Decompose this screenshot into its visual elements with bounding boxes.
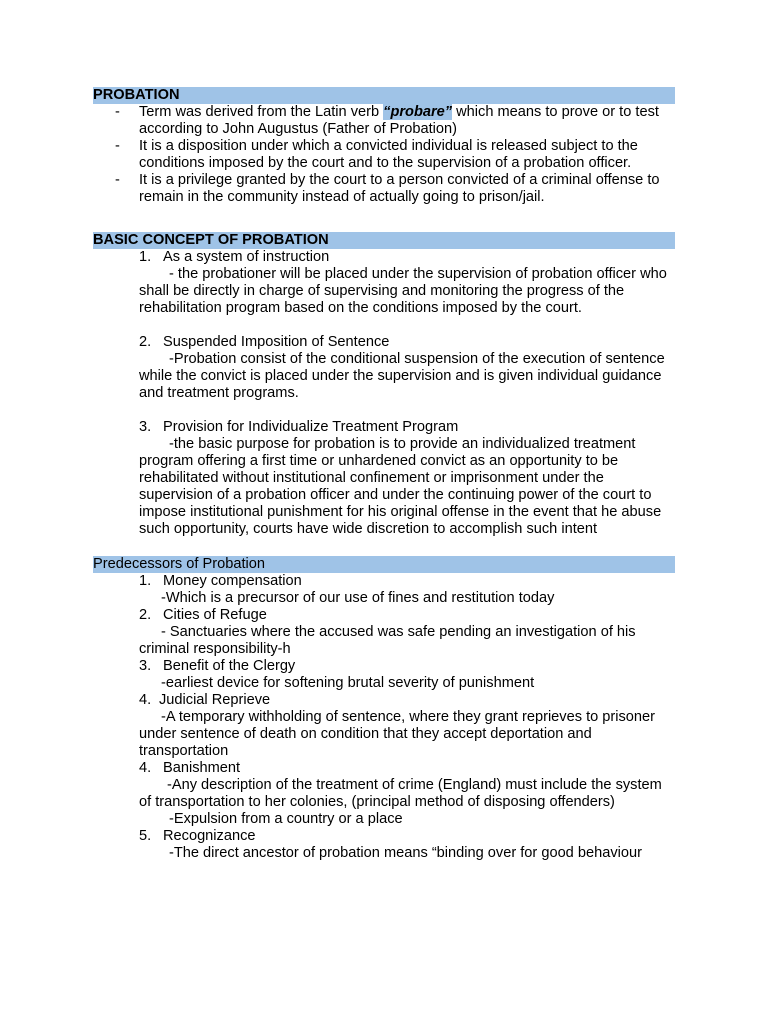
item-title: Banishment: [163, 760, 241, 776]
item-title: Suspended Imposition of Sentence: [163, 334, 390, 350]
spacer: [93, 206, 675, 232]
numbered-item-title: [93, 334, 675, 351]
item-description: -The direct ancestor of probation means “binding over for good behaviour: [169, 845, 642, 861]
numbered-item-title: [93, 249, 675, 266]
bullet-text: It is a privilege granted by the court to a person convicted of a criminal offense to remain in the community instead of actually going to prison/jail.: [139, 172, 660, 205]
item-number: 3.: [139, 419, 152, 435]
bullet-text: which means to prove or to test according to John Augustus (Father of Probation): [139, 104, 659, 137]
numbered-item-title: [93, 692, 675, 709]
item-number: 2.: [139, 334, 152, 350]
list-item: [93, 172, 675, 206]
item-description: -the basic purpose for probation is to provide an individualized treatment program offering a first time or unhardened convict as an opportunity to be rehabilitated without institutional confinement or imprisonment under the supervision of a probation officer and under the continuing power of the court to impose institutional punishment for his original offense in the event that he abuse such opportunity, courts have wide discretion to accomplish such intent: [139, 436, 662, 537]
spacer: [93, 317, 675, 334]
item-number: 4.: [139, 760, 152, 776]
item-title: Provision for Individualize Treatment Program: [163, 419, 459, 435]
item-number: 4.: [139, 692, 152, 708]
section-heading-predecessors: Predecessors of Probation: [93, 556, 675, 573]
numbered-item-title: [93, 573, 675, 590]
highlighted-term: “probare”: [383, 104, 453, 120]
item-description: -Probation consist of the conditional suspension of the execution of sentence while the convict is placed under the supervision and is given individual guidance and treatment programs.: [139, 351, 665, 401]
bullet-dash: -: [115, 172, 120, 188]
numbered-item-title: [93, 760, 675, 777]
bullet-text: Term was derived from the Latin verb: [139, 104, 384, 120]
item-number: 1.: [139, 249, 152, 265]
list-item: [93, 138, 675, 172]
item-number: 3.: [139, 658, 152, 674]
probation-bullet-list: [93, 104, 675, 206]
spacer: [93, 402, 675, 419]
numbered-item-title: [93, 607, 675, 624]
item-title: Benefit of the Clergy: [163, 658, 296, 674]
item-title: Cities of Refuge: [163, 607, 267, 623]
item-description: - Sanctuaries where the accused was safe pending an investigation of his criminal responsibility-h: [139, 624, 636, 657]
item-number: 1.: [139, 573, 152, 589]
numbered-item-title: [93, 419, 675, 436]
item-description: -earliest device for softening brutal severity of punishment: [161, 675, 535, 691]
spacer: [93, 538, 675, 556]
bullet-text: It is a disposition under which a convicted individual is released subject to the conditions imposed by the court and to the supervision of a probation officer.: [139, 138, 638, 171]
item-number: 5.: [139, 828, 152, 844]
item-title: Judicial Reprieve: [159, 692, 271, 708]
item-title: Recognizance: [163, 828, 256, 844]
bullet-dash: -: [115, 104, 120, 120]
section-heading-probation: PROBATION: [93, 87, 675, 104]
item-number: 2.: [139, 607, 152, 623]
item-description: - the probationer will be placed under the supervision of probation officer who shall be directly in charge of supervising and monitoring the progress of the rehabilitation program based on the conditions imposed by the court.: [139, 266, 667, 316]
item-description: -Which is a precursor of our use of fines and restitution today: [161, 590, 555, 606]
item-title: Money compensation: [163, 573, 302, 589]
item-title: As a system of instruction: [163, 249, 330, 265]
list-item: [93, 104, 675, 138]
numbered-item-title: [93, 658, 675, 675]
bullet-dash: -: [115, 138, 120, 154]
item-description-extra: -Expulsion from a country or a place: [169, 811, 403, 827]
item-description: -A temporary withholding of sentence, where they grant reprieves to prisoner under sentence of death on condition that they accept deportation and transportation: [139, 709, 656, 759]
document-page: [93, 87, 675, 862]
item-description: -Any description of the treatment of crime (England) must include the system of transportation to her colonies, (principal method of disposing offenders): [139, 777, 662, 810]
numbered-item-title: [93, 828, 675, 845]
section-heading-basic-concept: BASIC CONCEPT OF PROBATION: [93, 232, 675, 249]
